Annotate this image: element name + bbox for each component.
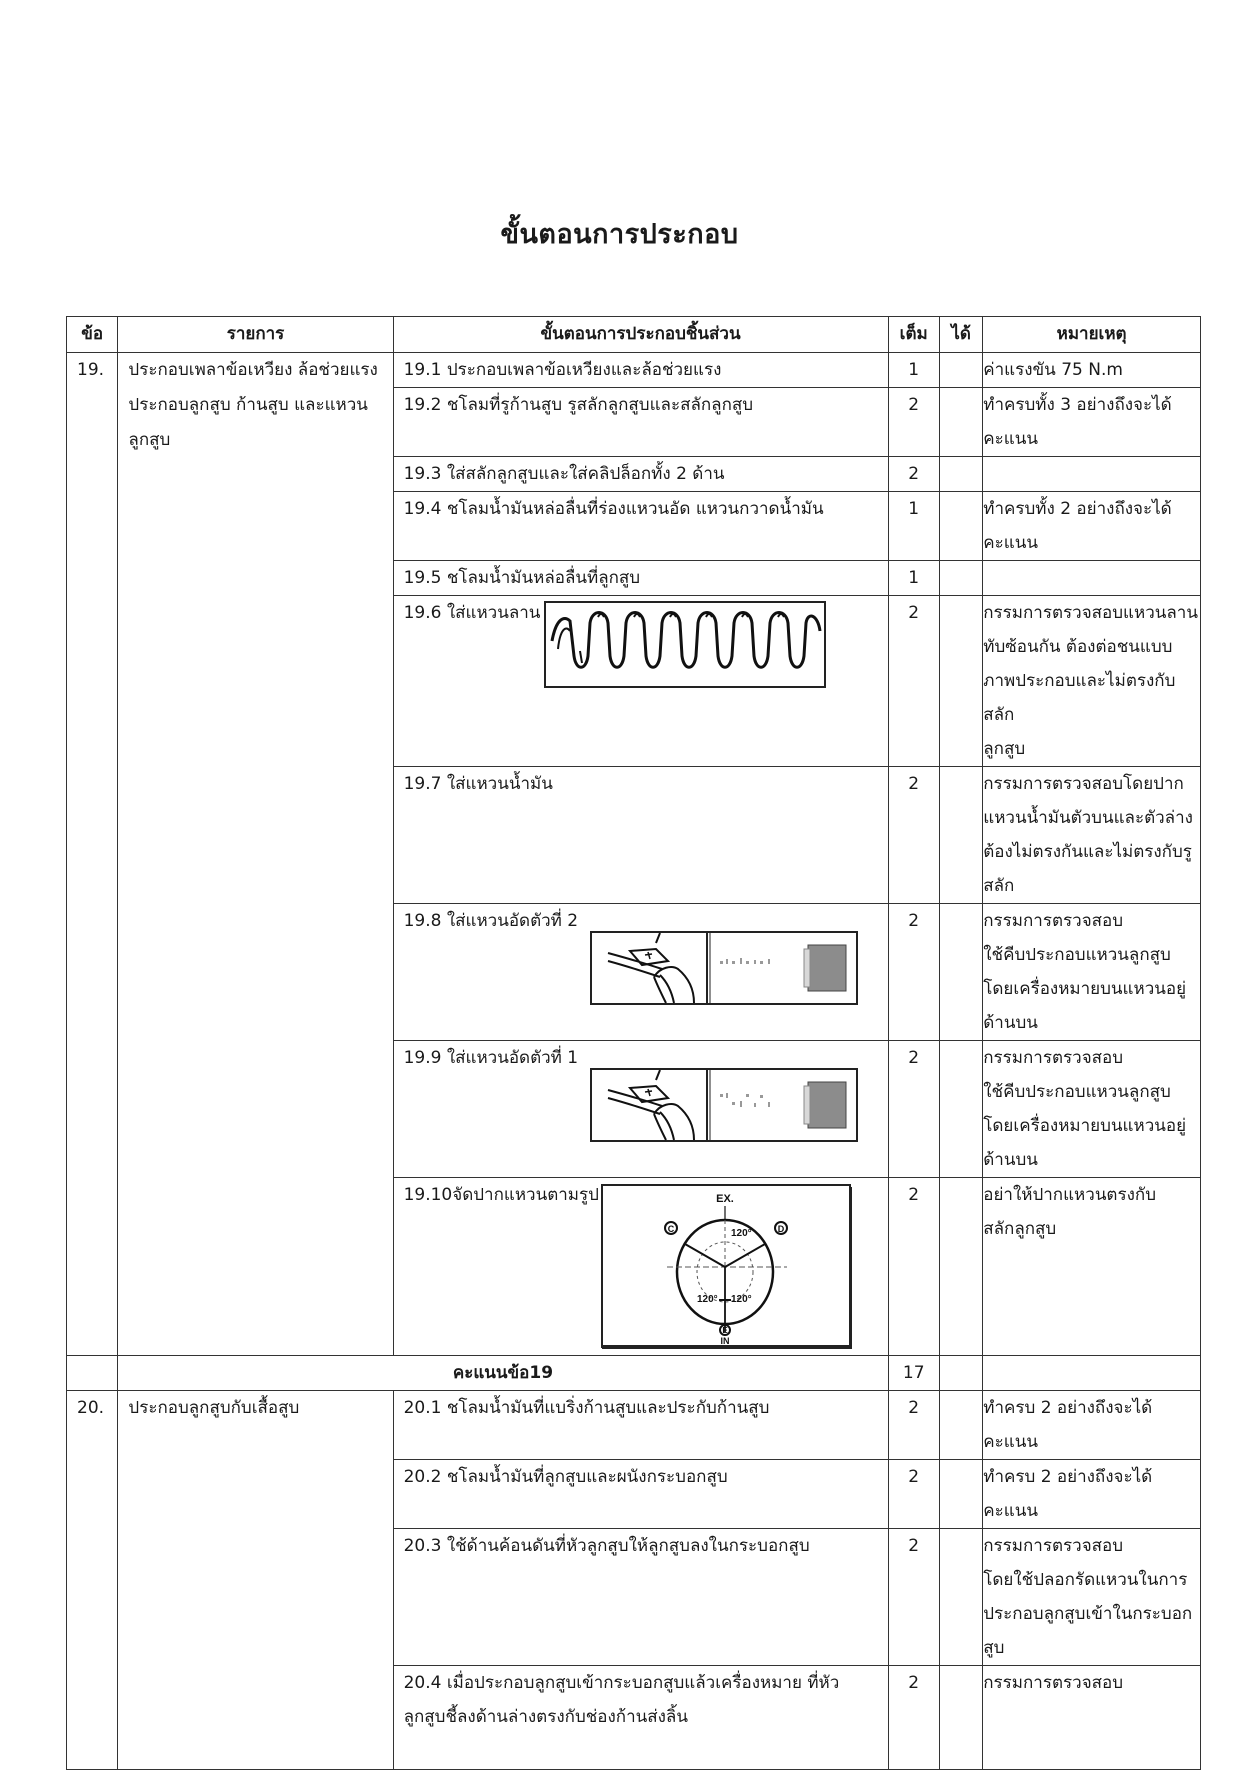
assembly-table (66, 316, 1201, 1770)
step-cell (393, 596, 888, 767)
header-got: ได้ (939, 317, 982, 353)
diagram-angle-label: 120° (696, 1294, 718, 1305)
section-number: 20. (67, 1391, 118, 1770)
section-item-line: ลูกสูบ (128, 430, 171, 450)
full-score: 2 (888, 457, 939, 492)
step-text: 20.1 ชโลมน้ำมันที่แบริ่งก้านสูบและประกับก้านสูบ (393, 1391, 888, 1460)
full-score: 2 (888, 904, 939, 1041)
note-line: สลักลูกสูบ (983, 1219, 1057, 1239)
full-score: 2 (888, 1041, 939, 1178)
ring-gap-diagram (601, 1184, 853, 1350)
section-item-line: ประกอบลูกสูบ ก้านสูบ และแหวน (128, 395, 368, 415)
note (983, 1041, 1201, 1178)
compression-ring-figure (590, 931, 858, 1005)
marker-c-label: C (667, 1224, 674, 1234)
note-line: กรรมการตรวจสอบ (983, 911, 1124, 931)
step-text: 19.1 ประกอบเพลาข้อเหวียงและล้อช่วยแรง (393, 353, 888, 388)
section-item (118, 353, 393, 1178)
got-score-field[interactable] (939, 388, 982, 457)
step-cell (393, 1178, 888, 1356)
note-line: ใช้คีบประกอบแหวนลูกสูบ (983, 945, 1171, 965)
full-score: 2 (888, 1391, 939, 1460)
section-item-line: ประกอบเพลาข้อเหวียง ล้อช่วยแรง (128, 360, 378, 380)
note-line: ต้องไม่ตรงกันและไม่ตรงกับรู (983, 842, 1192, 862)
note (983, 904, 1201, 1041)
step-cell (393, 1041, 888, 1178)
step-cell (393, 904, 888, 1041)
note-line: แหวนน้ำมันตัวบนและตัวล่าง (983, 808, 1193, 828)
note-line: ทับซ้อนกัน ต้องต่อชนแบบ (983, 637, 1173, 657)
step-text: 19.8 ใส่แหวนอัดตัวที่ 2 (403, 911, 579, 931)
note: ทำครบ 2 อย่างถึงจะได้คะแนน (983, 1460, 1201, 1529)
note-line: ประกอบลูกสูบเข้าในกระบอกสูบ (983, 1604, 1193, 1658)
step-text: 19.3 ใส่สลักลูกสูบและใส่คลิปล็อกทั้ง 2 ด้าน (393, 457, 888, 492)
diagram-angle-label: 120° (730, 1294, 752, 1305)
got-score-field[interactable] (939, 353, 982, 388)
note: ทำครบทั้ง 3 อย่างถึงจะได้คะแนน (983, 388, 1201, 457)
subtotal-label: คะแนนข้อ19 (118, 1356, 888, 1391)
note-line: ใช้คีบประกอบแหวนลูกสูบ (983, 1082, 1171, 1102)
note: กรรมการตรวจสอบ (983, 1666, 1201, 1770)
note (983, 561, 1201, 596)
empty-cell (118, 1178, 393, 1356)
note (983, 1529, 1201, 1666)
subtotal-row (67, 1356, 1201, 1391)
note-line: อย่าให้ปากแหวนตรงกับ (983, 1185, 1156, 1205)
note-line: ลูกสูบ (983, 739, 1026, 759)
note-line: โดยเครื่องหมายบนแหวนอยู่ (983, 1116, 1187, 1136)
subtotal-value: 17 (888, 1356, 939, 1391)
got-score-field[interactable] (939, 1356, 982, 1391)
got-score-field[interactable] (939, 904, 982, 1041)
marker-d-label: D (777, 1224, 784, 1234)
note (983, 767, 1201, 904)
note-line: สลัก (983, 876, 1015, 896)
step-text: 20.2 ชโลมน้ำมันที่ลูกสูบและผนังกระบอกสูบ (393, 1460, 888, 1529)
got-score-field[interactable] (939, 596, 982, 767)
note-line: ด้านบน (983, 1150, 1038, 1170)
step-text: 19.6 ใส่แหวนลาน (403, 603, 541, 623)
empty-cell (67, 1178, 118, 1356)
note-line: กรรมการตรวจสอบโดยปาก (983, 774, 1184, 794)
table-row (67, 1178, 1201, 1356)
full-score: 1 (888, 561, 939, 596)
header-row (67, 317, 1201, 353)
header-step: ขั้นตอนการประกอบชิ้นส่วน (393, 317, 888, 353)
got-score-field[interactable] (939, 1178, 982, 1356)
full-score: 2 (888, 596, 939, 767)
diagram-angle-label: 120° (730, 1228, 752, 1239)
header-note: หมายเหตุ (983, 317, 1201, 353)
full-score: 2 (888, 388, 939, 457)
full-score: 2 (888, 1529, 939, 1666)
step-text: 19.7 ใส่แหวนน้ำมัน (393, 767, 888, 904)
got-score-field[interactable] (939, 1460, 982, 1529)
compression-ring-figure (590, 1068, 858, 1142)
full-score: 2 (888, 1178, 939, 1356)
note: ทำครบ 2 อย่างถึงจะได้คะแนน (983, 1391, 1201, 1460)
note-line: ด้านบน (983, 1013, 1038, 1033)
section-number: 19. (67, 353, 118, 1178)
header-no: ข้อ (67, 317, 118, 353)
step-text-line: 20.4 เมื่อประกอบลูกสูบเข้ากระบอกสูบแล้วเครื่องหมาย ที่หัว (403, 1673, 840, 1693)
got-score-field[interactable] (939, 1041, 982, 1178)
full-score: 1 (888, 353, 939, 388)
step-text: 19.2 ชโลมที่รูก้านสูบ รูสลักลูกสูบและสลักลูกสูบ (393, 388, 888, 457)
step-text (393, 1666, 888, 1770)
note (983, 596, 1201, 767)
note (983, 1178, 1201, 1356)
step-text: 19.10จัดปากแหวนตามรูป (403, 1185, 599, 1205)
note: ค่าแรงขัน 75 N.m (983, 353, 1201, 388)
got-score-field[interactable] (939, 492, 982, 561)
marker-e-label: E (721, 1326, 728, 1335)
note-line: โดยเครื่องหมายบนแหวนอยู่ (983, 979, 1187, 999)
note-line: กรรมการตรวจสอบ (983, 1048, 1124, 1068)
step-text: 19.9 ใส่แหวนอัดตัวที่ 1 (403, 1048, 579, 1068)
note: ทำครบทั้ง 2 อย่างถึงจะได้คะแนน (983, 492, 1201, 561)
table-row (67, 1391, 1201, 1460)
header-full: เต็ม (888, 317, 939, 353)
got-score-field[interactable] (939, 1666, 982, 1770)
full-score: 2 (888, 1460, 939, 1529)
header-item: รายการ (118, 317, 393, 353)
diagram-bottom-label: IN (720, 1336, 730, 1346)
section-item: ประกอบลูกสูบกับเสื้อสูบ (118, 1391, 393, 1770)
empty-cell (983, 1356, 1201, 1391)
got-score-field[interactable] (939, 1529, 982, 1666)
full-score: 2 (888, 767, 939, 904)
page-title: ขั้นตอนการประกอบ (500, 219, 739, 250)
scraper-ring-figure (544, 601, 826, 688)
empty-cell (67, 1356, 118, 1391)
note-line: ภาพประกอบและไม่ตรงกับสลัก (983, 671, 1176, 725)
got-score-field[interactable] (939, 1391, 982, 1460)
step-text: 20.3 ใช้ด้านค้อนดันที่หัวลูกสูบให้ลูกสูบลงในกระบอกสูบ (393, 1529, 888, 1666)
step-text: 19.5 ชโลมน้ำมันหล่อลื่นที่ลูกสูบ (393, 561, 888, 596)
note-line: กรรมการตรวจสอบ (983, 1536, 1124, 1556)
diagram-top-label: EX. (715, 1193, 734, 1205)
note-line: กรรมการตรวจสอบแหวนลาน (983, 603, 1198, 623)
got-score-field[interactable] (939, 457, 982, 492)
step-text-line: ลูกสูบชี้ลงด้านล่างตรงกับช่องก้านส่งลิ้น (403, 1707, 688, 1727)
got-score-field[interactable] (939, 561, 982, 596)
note-line: โดยใช้ปลอกรัดแหวนในการ (983, 1570, 1188, 1590)
step-text: 19.4 ชโลมน้ำมันหล่อลื่นที่ร่องแหวนอัด แหวนกวาดน้ำมัน (393, 492, 888, 561)
table-row (67, 353, 1201, 388)
note (983, 457, 1201, 492)
full-score: 1 (888, 492, 939, 561)
got-score-field[interactable] (939, 767, 982, 904)
full-score: 2 (888, 1666, 939, 1770)
